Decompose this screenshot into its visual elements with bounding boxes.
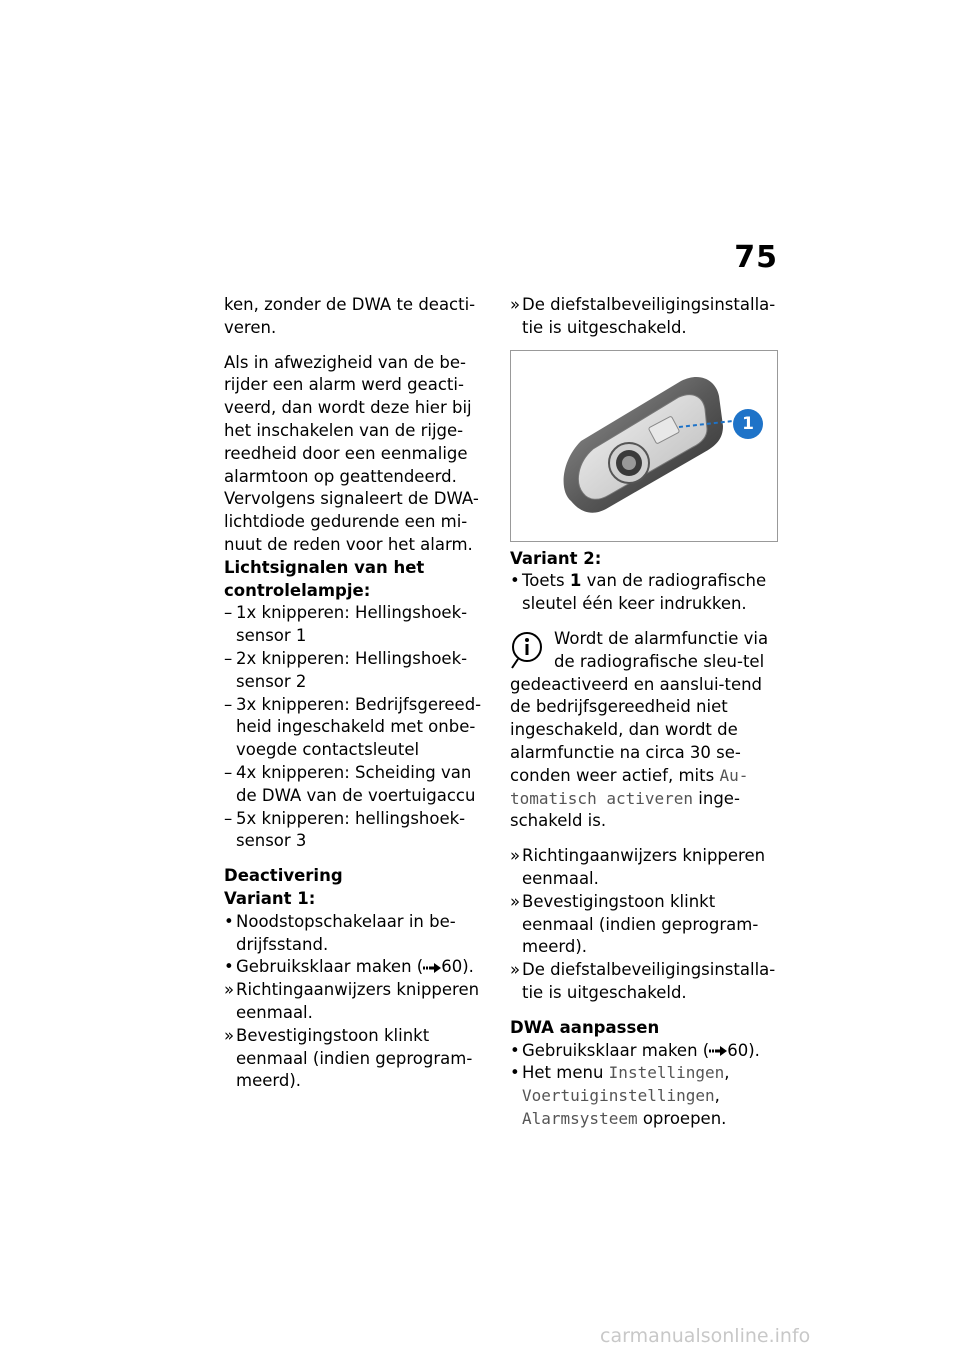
list-item: » Richtingaanwijzers knipperen eenmaal. [510, 846, 766, 888]
bullet-marker: • [224, 957, 234, 977]
result-marker: » [224, 1025, 235, 1045]
page-number: 75 [734, 240, 778, 275]
bullet-marker: • [510, 1040, 520, 1060]
dash-marker: – [224, 808, 233, 828]
list-item: • Toets 1 van de radiografische sleutel één keer indrukken. [510, 571, 767, 614]
result-marker: » [510, 891, 521, 911]
variant-2-results [510, 845, 780, 1005]
intro-text: ken, zonder de DWA te deacti-veren. [224, 295, 476, 337]
list-item: » De diefstalbeveiligingsinstalla-tie is uitgeschakeld. [510, 295, 776, 337]
right-column [510, 294, 780, 1131]
list-item: – 4x knipperen: Scheiding van de DWA van de voertuigaccu [224, 762, 476, 805]
info-note: Wordt de alarmfunctie via de radiografische sleu-tel gedeactiveerd en aanslui-tend de bedrijfsgereedheid niet ingeschakeld, dan wordt de alarmfunctie na circa 30 se-conden weer actief, mits Au-tomatisch activeren inge-schakeld is. [510, 628, 769, 831]
result-marker: » [510, 846, 521, 866]
list-item: • Gebruiksklaar maken ( 60). [224, 956, 492, 979]
menu-name: Instellingen [608, 1063, 725, 1083]
setting-name: Au-tomatisch activeren [510, 765, 749, 808]
list-item: » De diefstalbeveiligingsinstalla-tie is uitgeschakeld. [510, 960, 776, 1002]
deactivation-heading: Deactivering [224, 866, 343, 886]
list-item: • Noodstopschakelaar in be-drijfsstand. [224, 911, 456, 954]
menu-name: Alarmsysteem [522, 1108, 638, 1128]
info-icon [510, 630, 548, 672]
adjust-heading: DWA aanpassen [510, 1017, 660, 1037]
watermark: carmanualsonline.info [600, 1325, 811, 1347]
variant-2-heading: Variant 2: [510, 548, 602, 568]
lights-heading: Lichtsignalen van het controlelampje: [224, 557, 425, 600]
dash-marker: – [224, 762, 233, 782]
list-item: • Gebruiksklaar maken ( 60). [510, 1040, 780, 1063]
radio-key-illustration [511, 351, 779, 543]
info-text: Wordt de alarmfunctie via de radiografische sleu-tel gedeactiveerd en aanslui-tend de bedrijfsgereedheid niet ingeschakeld, dan wordt de alarmfunctie na circa 30 se-conden weer actief, mits [510, 628, 769, 785]
menu-name: Voertuiginstellingen [522, 1086, 715, 1106]
dash-marker: – [224, 603, 233, 623]
dash-marker: – [224, 694, 233, 714]
list-item: » Bevestigingstoon klinkt eenmaal (indien geprogram-meerd). [224, 1025, 473, 1091]
bullet-marker: • [224, 911, 234, 931]
lights-list [224, 602, 492, 853]
radio-key-figure [510, 350, 778, 542]
bullet-marker: • [510, 571, 520, 591]
list-item: – 3x knipperen: Bedrijfsgereed-heid ingeschakeld met onbe-voegde contactsleutel [224, 694, 482, 760]
alarm-paragraph: Als in afwezigheid van de be-rijder een alarm werd geacti-veerd, dan wordt deze hier bij het inschakelen van de rijge-reedheid door een eenmalige alarmtoon op geattendeerd. Vervolgens signaleert de DWA-lichtdiode gedurende een mi-nuut de reden voor het alarm. [224, 352, 479, 554]
result-marker: » [510, 960, 521, 980]
left-column [224, 294, 492, 1093]
page-reference-arrow-icon [423, 963, 441, 973]
page-reference-arrow-icon [709, 1046, 727, 1056]
result-marker: » [224, 980, 235, 1000]
dash-marker: – [224, 648, 233, 668]
callout-1: 1 [733, 409, 763, 439]
list-item: – 1x knipperen: Hellingshoek-sensor 1 [224, 603, 468, 646]
list-item: • Het menu Instellingen, Voertuiginstellingen, Alarmsysteem oproepen. [510, 1063, 730, 1128]
list-item: » Bevestigingstoon klinkt eenmaal (indien geprogram-meerd). [510, 891, 759, 957]
variant-1-heading: Variant 1: [224, 888, 316, 908]
list-item: – 5x knipperen: hellingshoek-sensor 3 [224, 808, 466, 851]
list-item: » Richtingaanwijzers knipperen eenmaal. [224, 980, 480, 1022]
bullet-marker: • [510, 1063, 520, 1083]
list-item: – 2x knipperen: Hellingshoek-sensor 2 [224, 648, 468, 691]
result-marker: » [510, 295, 521, 314]
